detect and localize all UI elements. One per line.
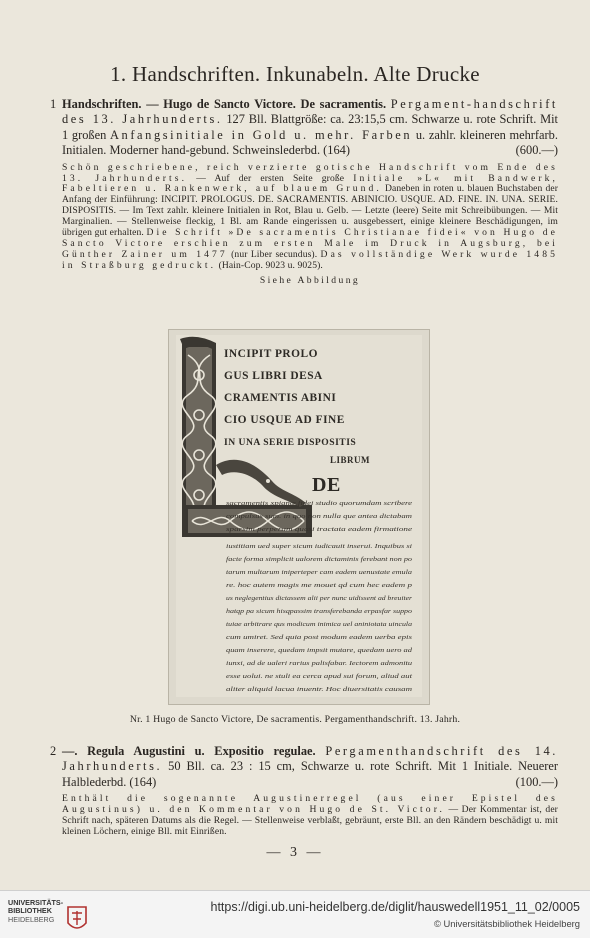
- plate-text-line: sacramentis xpianæ fidei studio quorumdam scribere: [226, 500, 413, 507]
- entry-price: (100.—): [515, 774, 558, 789]
- plate-text-line: re. hoc autem magis me mouet qd cum hec eadem p: [226, 582, 412, 589]
- plate-text-line: sparsim perperam quasi tractata eadem firmatione: [226, 526, 413, 533]
- entry-text: u. zahlr. kleineren mehrfarb. Initialen. Moderner hand-gebund. Schweinslederbd. (164): [62, 127, 558, 158]
- plate-initial-line: DE: [312, 474, 341, 496]
- plate-text-line: compulsus sum. in quo non nulla que antea dictabam: [226, 513, 413, 520]
- desc-text: — Der Kommentar ist, der Schrift nach, späteren Datums als die Regel. — Stellenweise verblaßt, gebräunt, erste Bll. an den Rändern beschädigt u. mit kleinen Löchern, einige Bll. mit Einrißen.: [62, 804, 558, 837]
- entry-price: (600.—): [515, 143, 558, 158]
- plate-text-line: tarum multarum iniperteper cam eadem uenustate emula: [226, 569, 412, 576]
- library-logo[interactable]: [8, 899, 88, 931]
- entry-title: —. Regula Augustini u. Expositio regulae.: [62, 744, 316, 758]
- manuscript-plate: [168, 329, 430, 705]
- viewer-footer: [0, 890, 590, 938]
- entry-spaced-text: Pergament-handschrift des 13. Jahrhunderts.: [62, 97, 558, 127]
- desc-text: (Hain-Cop. 9023 u. 9025).: [218, 259, 323, 271]
- manuscript-page-image: [176, 335, 422, 697]
- entry-number: 1: [50, 97, 57, 111]
- illuminated-initial-l-image: [176, 335, 422, 697]
- copyright-notice: © Universitätsbibliothek Heidelberg: [433, 918, 580, 929]
- plate-text-line: iunxi, ad de ualeri rarius palisfabar. Iectorem admonitu: [226, 660, 412, 667]
- entry-text: 50 Bll. ca. 23 : 15 cm, Schwarze u. rote Schrift. Mit 1 Initiale. Neuerer Halblederbd. (164): [62, 759, 558, 789]
- plate-text-line: hatqp pa sicum hisqpassim transferebanda erpasfar suppo: [226, 608, 412, 615]
- desc-spaced: Die Schrift »De sacramentis Christianae fidei« von Hugo de Sancto Victore erschien zum ersten Male im Druck in Augsburg, bei Günther Zainer um 1477: [62, 227, 558, 260]
- library-seal-icon: [66, 905, 88, 935]
- page-heading: 1. Handschriften. Inkunabeln. Alte Drucke: [110, 62, 480, 86]
- see-image-note: Siehe Abbildung: [259, 274, 361, 286]
- plate-text-line: us neglegentius dictassem alii per nunc uidissent ad breuiter: [226, 595, 413, 602]
- plate-text-line: esse uolui. ne stuli ea cerca apud sui forum, aliud aut: [226, 673, 413, 680]
- plate-initial-line: CIO USQUE AD FINE: [224, 414, 345, 426]
- desc-text: (nur Liber secundus).: [231, 248, 318, 260]
- catalog-entry-1: [50, 97, 559, 288]
- page-number: — 3 —: [266, 845, 324, 860]
- plate-text-line: quam inserere, quedam impsit mutare, quedam uero ad: [226, 647, 414, 654]
- catalog-entry-2: [50, 744, 558, 838]
- desc-spaced: Initiale »L« mit Bandwerk, Fabeltieren u. Rankenwerk, auf blauem Grund.: [62, 172, 559, 195]
- entry-description: [62, 794, 558, 838]
- entry-spaced-text: Anfangsinitiale in Gold u. mehr. Farben: [109, 127, 413, 142]
- logo-text-line: UNIVERSITÄTS-: [8, 898, 64, 907]
- entry-main-text: [62, 97, 558, 159]
- plate-caption: Nr. 1 Hugo de Sancto Victore, De sacramentis. Pergamenthandschrift. 13. Jahrh.: [129, 714, 461, 725]
- plate-initial-line: GUS LIBRI DESA: [224, 370, 323, 382]
- desc-text: — Auf der ersten Seite große: [196, 172, 345, 184]
- entry-title: Handschriften. — Hugo de Sancto Victore. De sacramentis.: [62, 97, 387, 111]
- desc-spaced: Enthält die sogenannte Augustinerregel (aus einer Epistel des Augustinus) u. den Kommentar von Hugo de St. Victor.: [62, 793, 558, 816]
- plate-text-line: tuiae arbitrare qus modicum inimica uel aniniotata uincula: [226, 621, 412, 628]
- plate-initial-line: INCIPIT PROLO: [224, 348, 318, 360]
- desc-spaced: Das vollständige Werk wurde 1485 in Straßburg gedruckt.: [62, 248, 558, 271]
- plate-initial-line: IN UNA SERIE DISPOSITIS: [224, 437, 357, 448]
- desc-text: Daneben in roten u. blauen Buchstaben der Anfang der Einführung: INCIPIT. PROLOGUS. DE. SACRAMENTIS. ABINICIO. USQUE. AD. FINE. IN. UNA. SERIE. DISPOSITIS. — Im Text zahlr. kleinere Initialen in Rot, Blau u. Gelb. — Letzte (leere) Seite mit Schreibübungen. — Mit Marginalien. — Stellenweise fleckig, 1 Bl. am Rande eingerissen u. ausgebessert, einige kleinere Beschädigungen, im übrigen gut erhalten.: [62, 183, 558, 239]
- logo-text-line: BIBLIOTHEK: [8, 906, 52, 916]
- entry-description: [62, 163, 558, 272]
- entry-main-text: [62, 744, 558, 790]
- entry-spaced-text: Pergamenthandschrift des 14. Jahrhunderts.: [62, 744, 558, 774]
- plate-initial-line: CRAMENTIS ABINI: [224, 392, 337, 404]
- plate-initial-line: LIBRUM: [330, 455, 371, 465]
- entry-text: 127 Bll. Blattgröße: ca. 23:15,5 cm. Schwarze u. rote Schrift. Mit 1 großen: [62, 112, 558, 142]
- plate-text-line: iustitiam ued super sicum iudicauit inserui. Inquibus si: [226, 543, 413, 550]
- plate-text-line: facte forma simplicit ualorem dictaminis ferebant non po: [226, 556, 412, 563]
- document-url-link[interactable]: https://digi.ub.uni-heidelberg.de/diglit/hauswedell1951_11_02/0005: [210, 900, 580, 914]
- entry-number: 2: [50, 744, 57, 758]
- logo-text-line: HEIDELBERG: [8, 914, 55, 924]
- plate-text-line: cum umiret. Sed quia post modum eadem uerba epis: [226, 634, 413, 641]
- plate-text-line: aliter aliquid lacua inuentr. Hoc diuersitatis causam: [226, 686, 413, 693]
- desc-spaced: Schön geschriebene, reich verzierte gotische Handschrift vom Ende des 13. Jahrhunderts.: [62, 161, 558, 184]
